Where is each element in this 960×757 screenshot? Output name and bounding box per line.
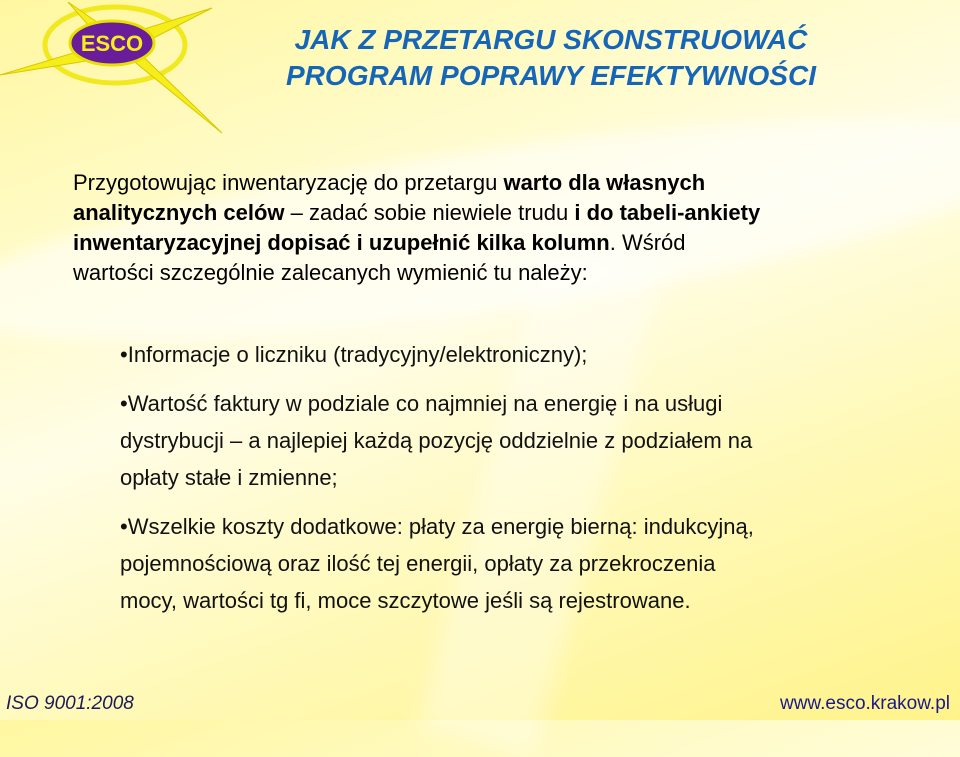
text: wartości szczególnie zalecanych wymienić tu należy: (73, 260, 588, 285)
bullet-item (120, 508, 754, 619)
bullet-line: dystrybucji – a najlepiej każdą pozycję oddzielnie z podziałem na (120, 428, 753, 453)
bold-text: i do tabeli-ankiety (574, 200, 761, 225)
bullet-list (120, 336, 754, 631)
bullet-item (120, 385, 754, 496)
iso-certification: ISO 9001:2008 (6, 693, 134, 714)
title-line: JAK Z PRZETARGU SKONSTRUOWAĆ (294, 24, 808, 55)
bullet-line: opłaty stałe i zmienne; (120, 465, 338, 490)
bullet-line: •Informacje o liczniku (tradycyjny/elektroniczny); (120, 342, 588, 367)
text: . Wśród (609, 230, 686, 255)
bold-text: inwentaryzacyjnej dopisać i uzupełnić kilka kolumn (73, 230, 610, 255)
slide-title (246, 22, 856, 94)
text: – zadać sobie niewiele trudu (284, 200, 575, 225)
title-line: PROGRAM POPRAWY EFEKTYWNOŚCI (286, 60, 816, 91)
intro-paragraph (73, 168, 760, 288)
bullet-item (120, 336, 754, 373)
bold-text: analitycznych celów (73, 200, 285, 225)
text: Przygotowując inwentaryzację do przetargu (73, 170, 504, 195)
website-link[interactable]: www.esco.krakow.pl (779, 693, 950, 714)
bullet-line: •Wszelkie koszty dodatkowe: płaty za energię bierną: indukcyjną, (120, 514, 754, 539)
bullet-line: pojemnościową oraz ilość tej energii, opłaty za przekroczenia (120, 551, 716, 576)
svg-text:ESCO: ESCO (80, 31, 144, 56)
esco-logo (0, 0, 230, 140)
bold-text: warto dla własnych (503, 170, 706, 195)
bullet-line: •Wartość faktury w podziale co najmniej na energię i na usługi (120, 391, 723, 416)
bullet-line: mocy, wartości tg fi, moce szczytowe jeśli są rejestrowane. (120, 588, 691, 613)
